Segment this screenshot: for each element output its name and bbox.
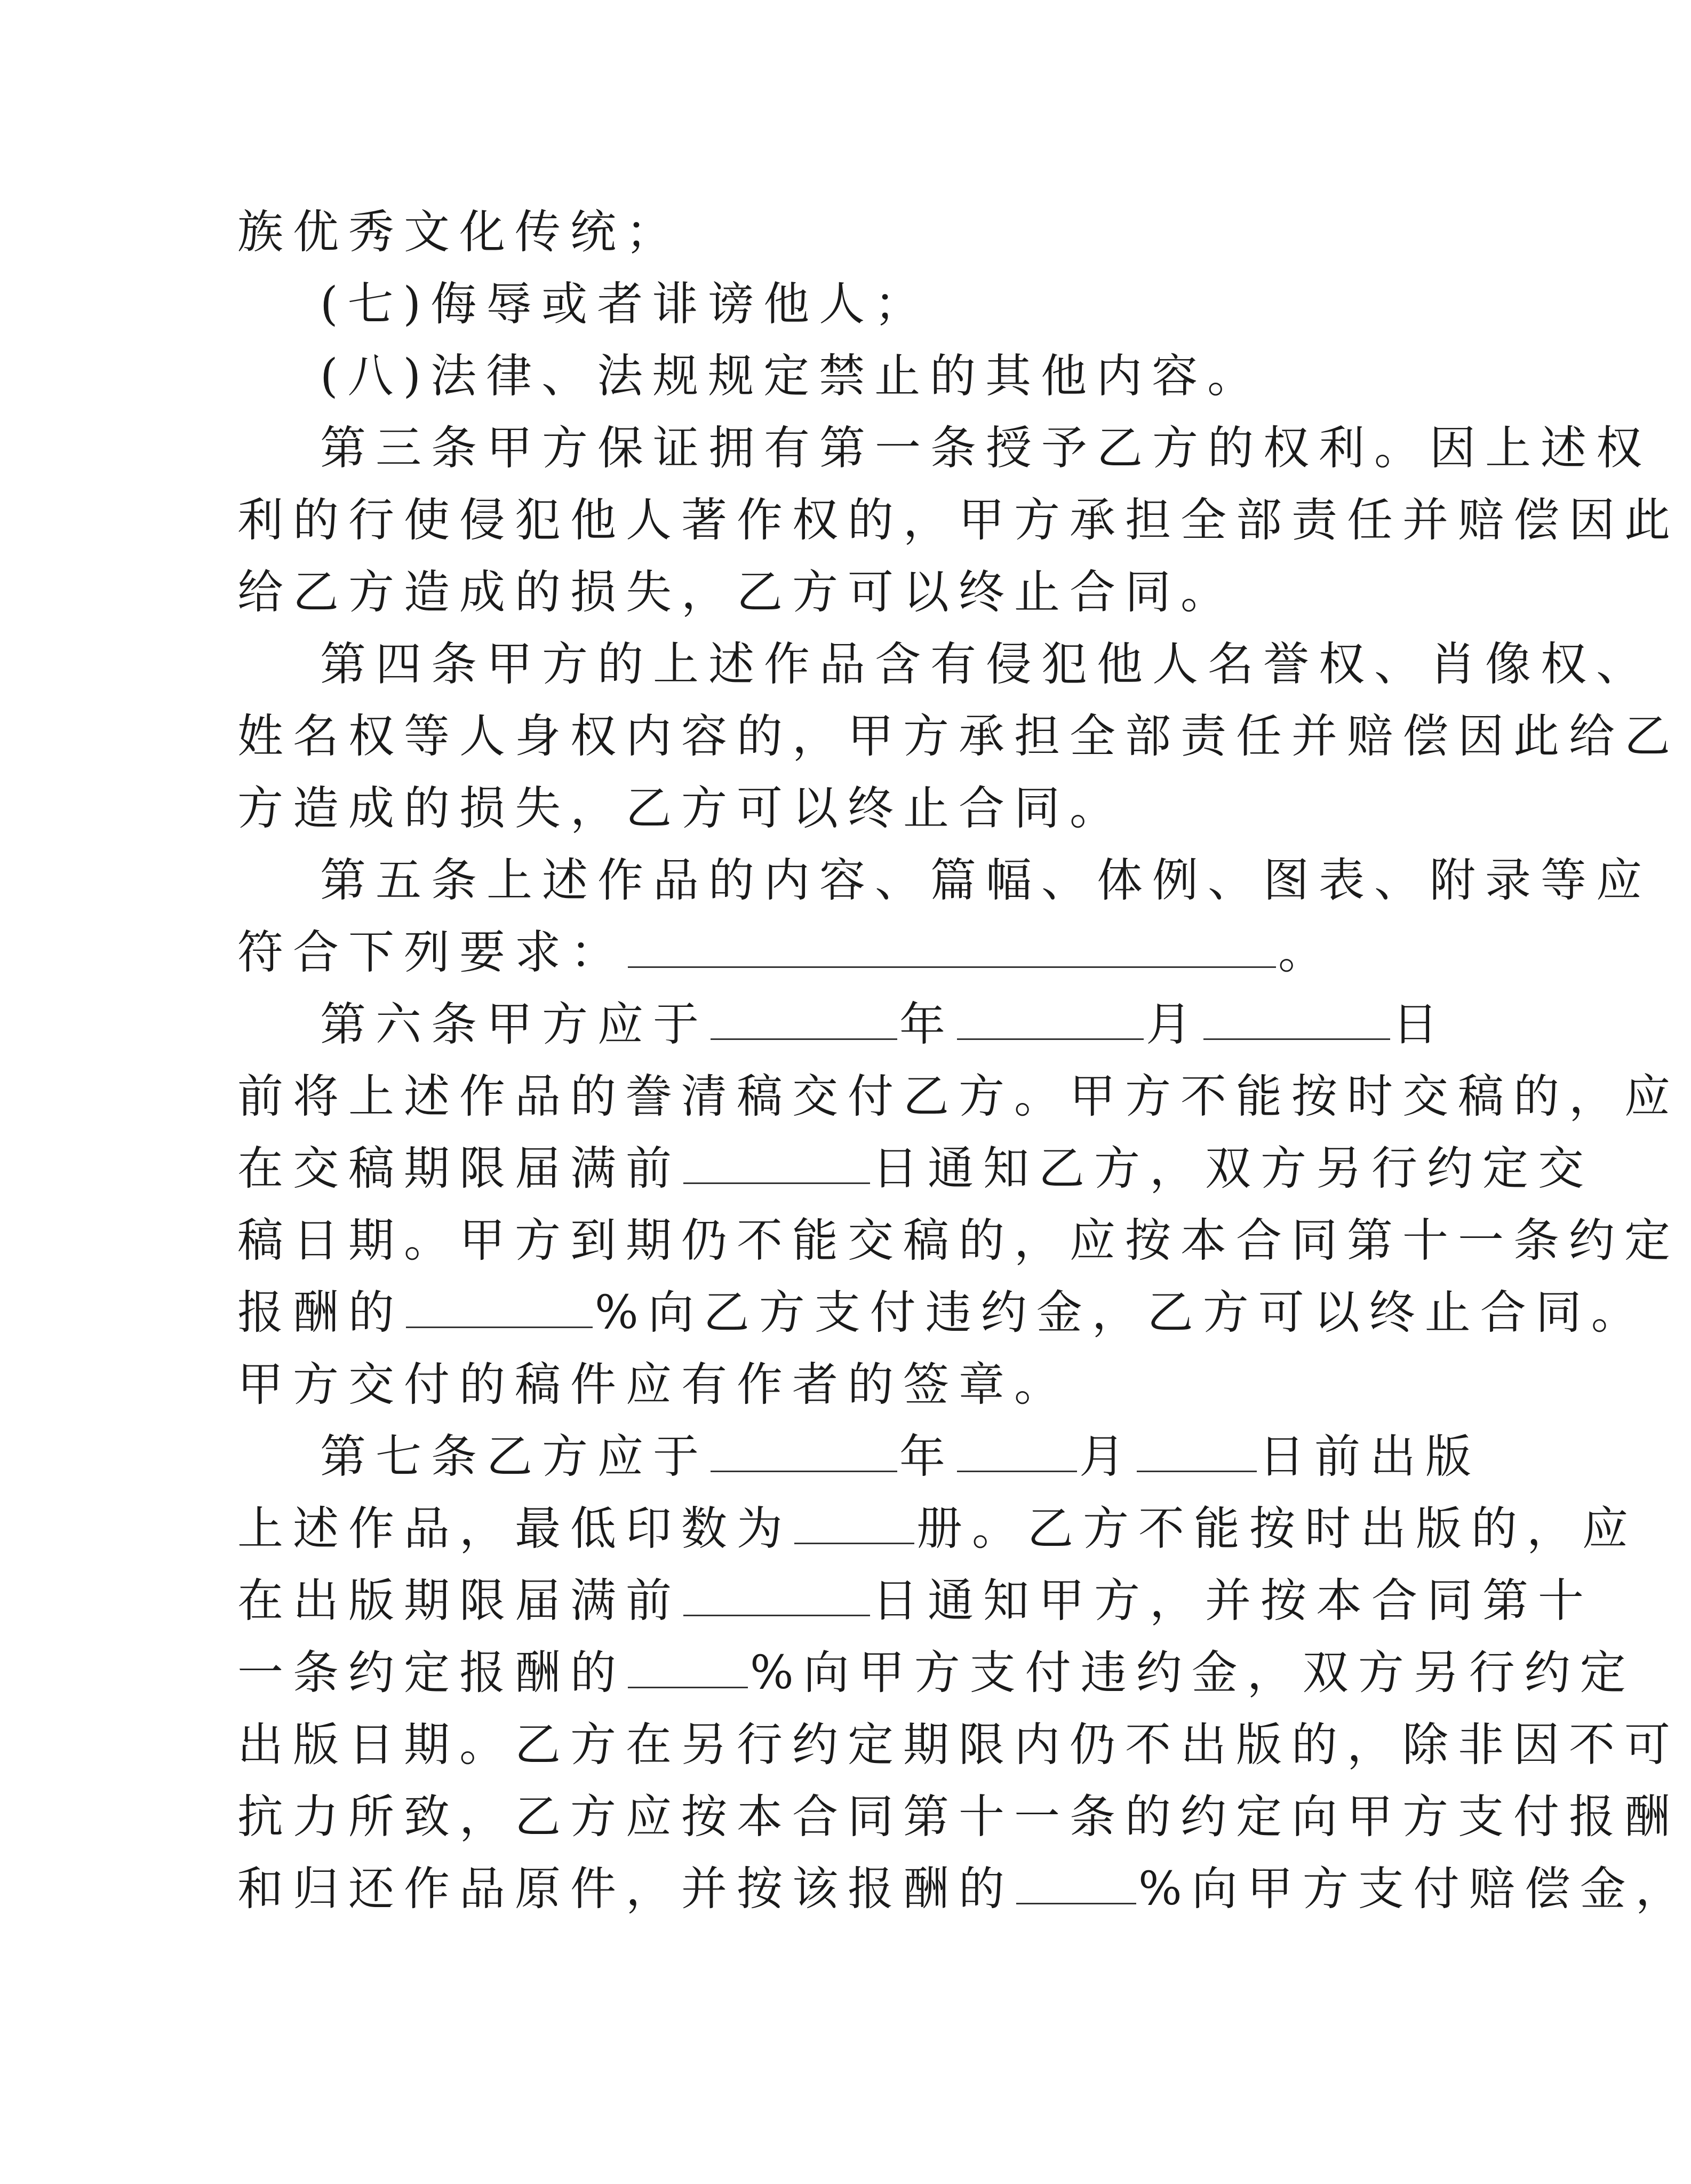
fill-in-blank[interactable] [957, 1433, 1077, 1472]
text-line: (八)法律、法规规定禁止的其他内容。 [320, 350, 1263, 403]
text-line: 稿日期。甲方到期仍不能交稿的，应按本合同第十一条约定 [237, 1214, 1680, 1267]
fill-in-blank[interactable] [1016, 1865, 1136, 1904]
text-segment: 月 [1079, 1430, 1135, 1483]
text-segment: 和归还作品原件，并按该报酬的 [237, 1862, 1014, 1916]
fill-in-blank[interactable] [628, 929, 1276, 968]
text-segment: 上述作品，最低印数为 [237, 1502, 792, 1555]
text-line: 姓名权等人身权内容的，甲方承担全部责任并赔偿因此给乙 [237, 710, 1680, 763]
text-line [237, 1502, 1638, 1555]
text-line: 方造成的损失，乙方可以终止合同。 [237, 782, 1125, 835]
text-line [237, 1574, 1593, 1627]
fill-in-blank[interactable] [628, 1649, 748, 1688]
text-segment: 月 [1146, 998, 1201, 1051]
text-line: 第三条甲方保证拥有第一条授予乙方的权利。因上述权 [320, 422, 1652, 475]
text-segment: 报酬的 [237, 1286, 404, 1339]
fill-in-blank[interactable] [957, 1001, 1144, 1040]
text-segment: 第六条甲方应于 [320, 998, 708, 1051]
text-line: 第四条甲方的上述作品含有侵犯他人名誉权、肖像权、 [320, 638, 1652, 691]
text-line [237, 926, 1334, 979]
text-segment: 符合下列要求： [237, 926, 626, 979]
text-segment: 。 [1278, 926, 1334, 979]
fill-in-blank[interactable] [1203, 1001, 1390, 1040]
text-line: 族优秀文化传统； [237, 205, 681, 259]
text-segment: 一条约定报酬的 [237, 1646, 626, 1699]
text-line: 抗力所致，乙方应按本合同第十一条的约定向甲方支付报酬 [237, 1790, 1680, 1844]
text-line [320, 998, 1448, 1051]
fill-in-blank[interactable] [794, 1505, 914, 1544]
text-segment: 日前出版 [1259, 1430, 1481, 1483]
text-line: 第五条上述作品的内容、篇幅、体例、图表、附录等应 [320, 854, 1652, 907]
fill-in-blank[interactable] [683, 1577, 870, 1616]
text-line: (七)侮辱或者诽谤他人； [320, 277, 930, 331]
text-segment: %向乙方支付违约金，乙方可以终止合同。 [595, 1286, 1647, 1339]
text-segment: 日通知甲方，并按本合同第十 [872, 1574, 1593, 1627]
text-segment: 年 [899, 1430, 955, 1483]
text-segment: 第七条乙方应于 [320, 1430, 708, 1483]
fill-in-blank[interactable] [711, 1001, 897, 1040]
text-line [237, 1862, 1691, 1916]
text-segment: 册。乙方不能按时出版的，应 [916, 1502, 1638, 1555]
fill-in-blank[interactable] [711, 1433, 897, 1472]
text-segment: 在出版期限届满前 [237, 1574, 681, 1627]
fill-in-blank[interactable] [406, 1289, 593, 1328]
text-line [320, 1430, 1481, 1483]
text-line: 出版日期。乙方在另行约定期限内仍不出版的，除非因不可 [237, 1718, 1680, 1772]
text-line: 前将上述作品的誊清稿交付乙方。甲方不能按时交稿的，应 [237, 1070, 1680, 1123]
fill-in-blank[interactable] [1137, 1433, 1257, 1472]
text-line: 甲方交付的稿件应有作者的签章。 [237, 1358, 1070, 1411]
text-line [237, 1142, 1593, 1195]
text-segment: 日通知乙方，双方另行约定交 [872, 1142, 1593, 1195]
text-segment: 年 [899, 998, 955, 1051]
text-segment: %向甲方支付赔偿金， [1138, 1862, 1691, 1916]
text-line: 给乙方造成的损失，乙方可以终止合同。 [237, 566, 1236, 619]
text-line [237, 1646, 1636, 1699]
text-segment: 在交稿期限届满前 [237, 1142, 681, 1195]
text-segment: %向甲方支付违约金，双方另行约定 [750, 1646, 1636, 1699]
fill-in-blank[interactable] [683, 1145, 870, 1184]
text-line: 利的行使侵犯他人著作权的，甲方承担全部责任并赔偿因此 [237, 494, 1680, 547]
text-line [237, 1286, 1647, 1339]
text-segment: 日 [1392, 998, 1448, 1051]
